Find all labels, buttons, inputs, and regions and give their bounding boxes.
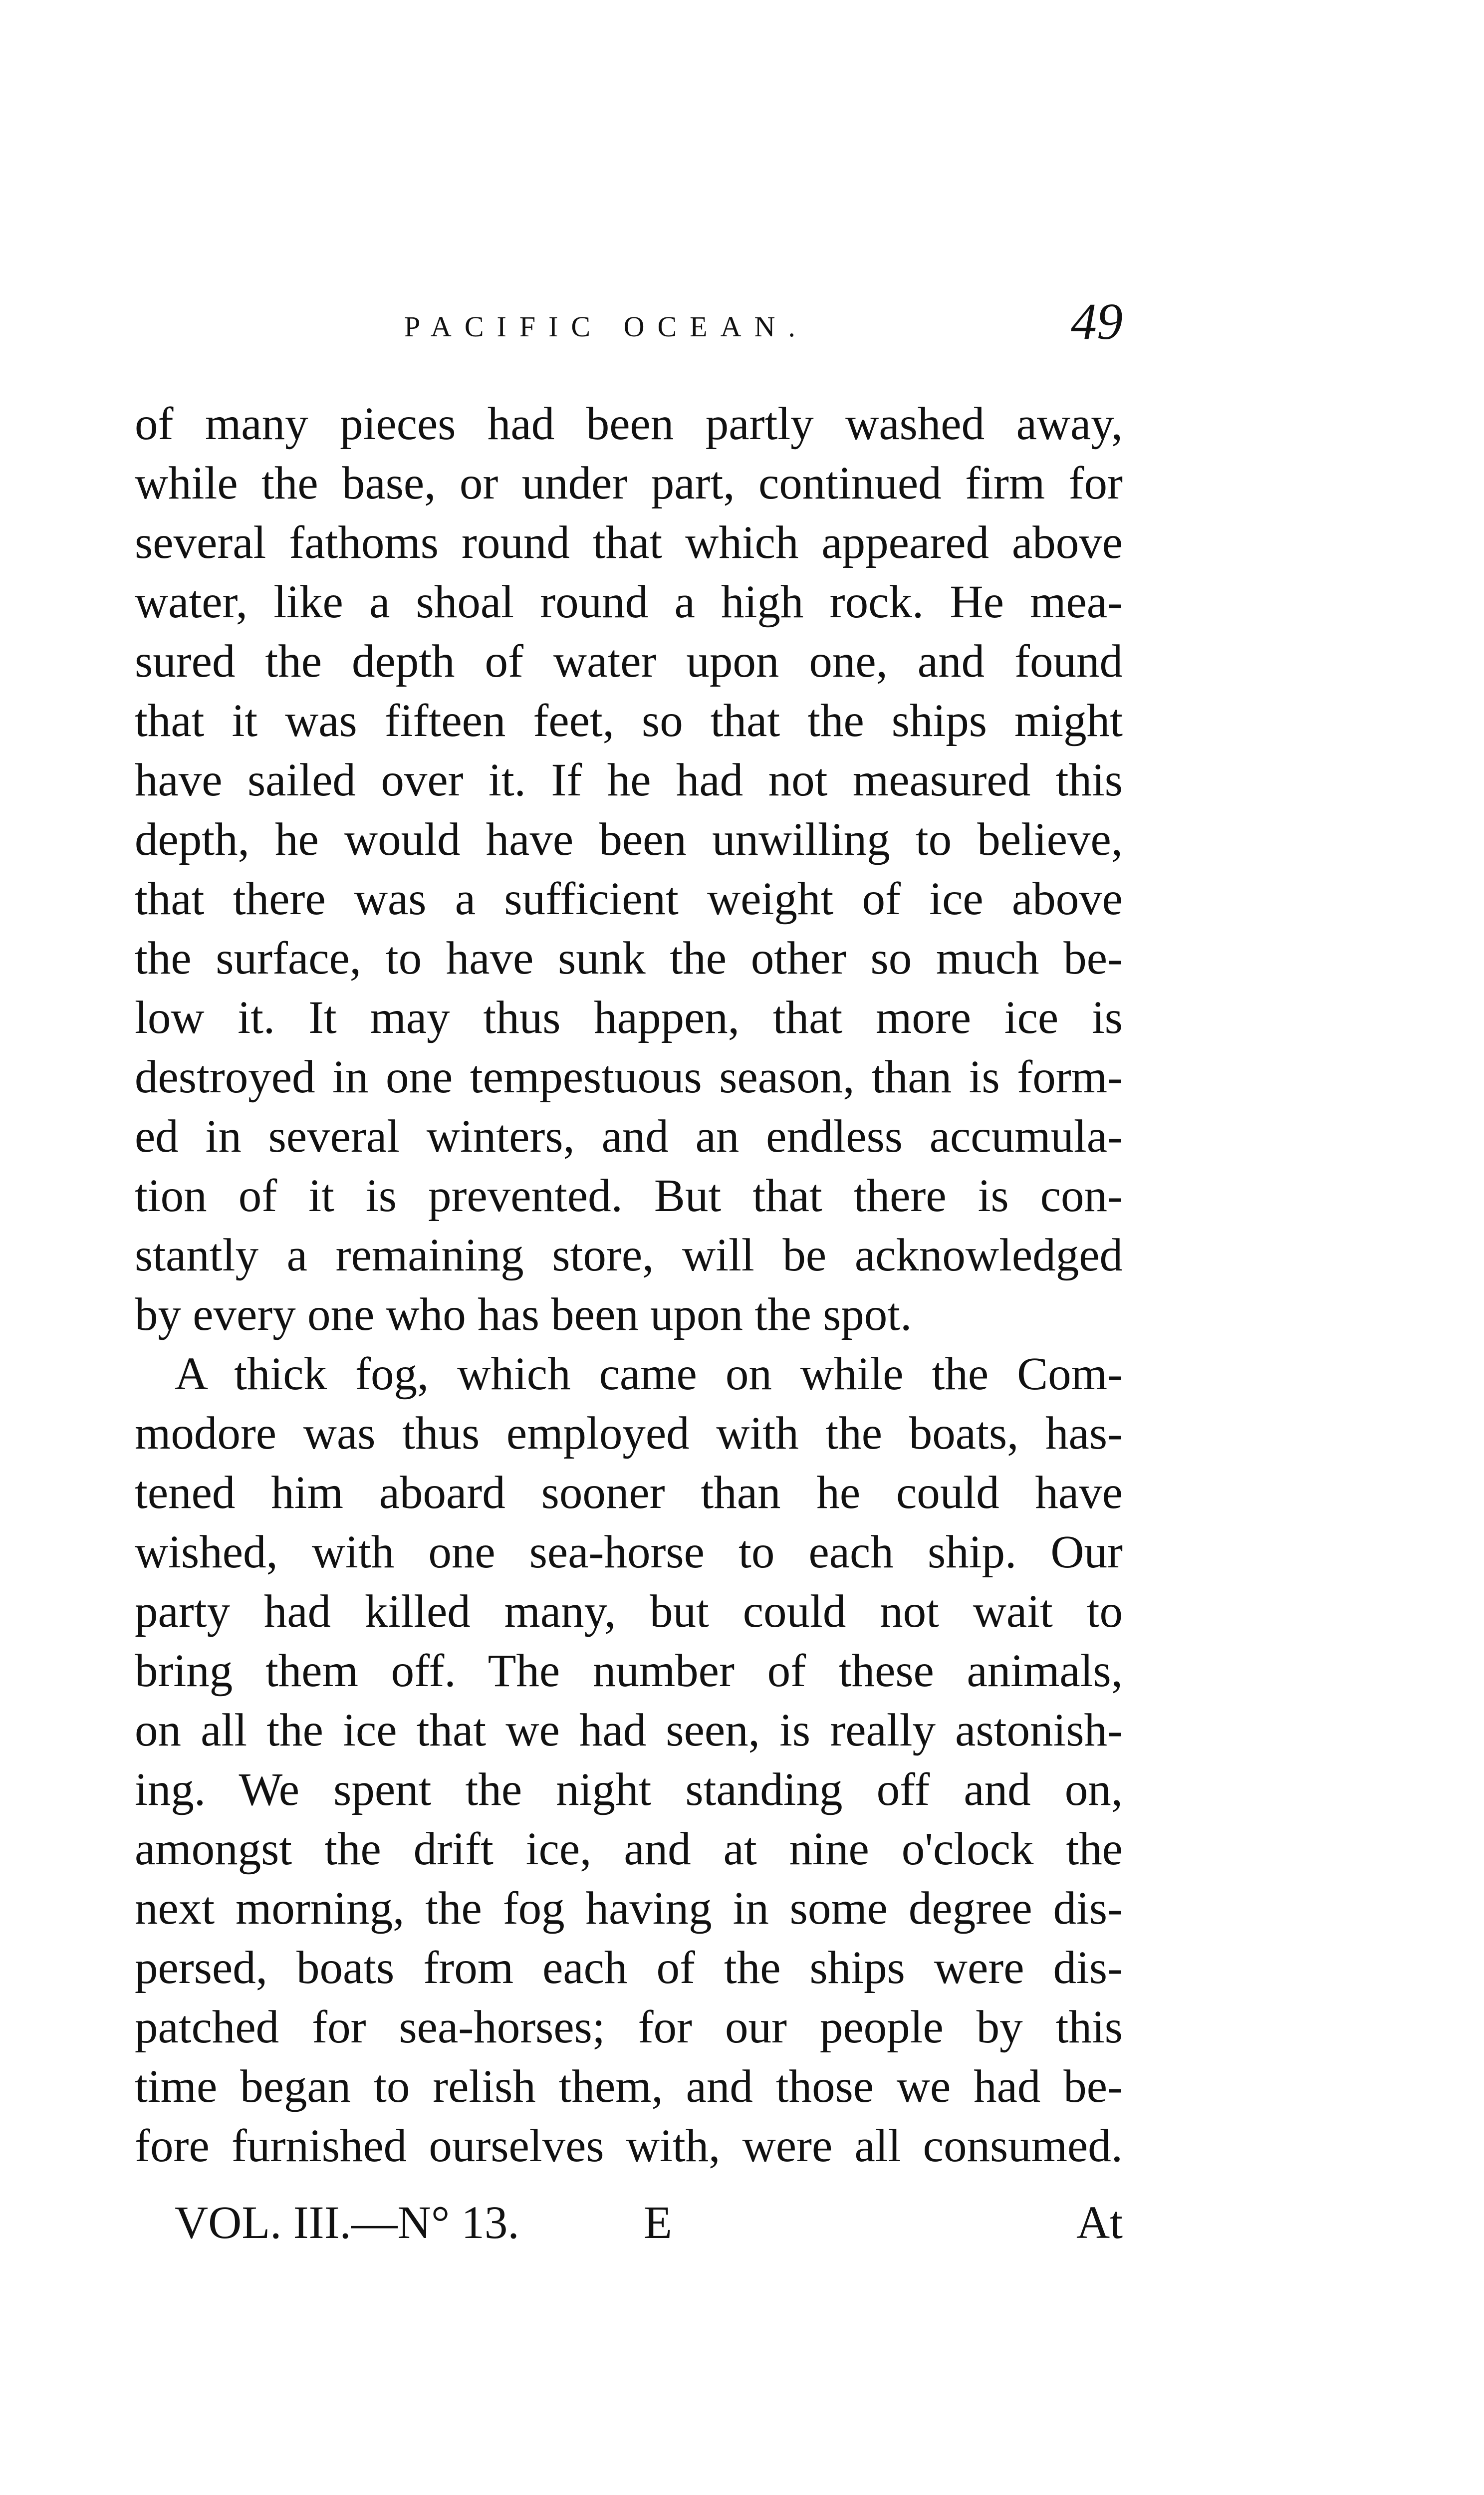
text-line: depth, he would have been unwilling to believe, — [135, 814, 1123, 865]
text-line: have sailed over it. If he had not measured this — [135, 754, 1123, 806]
signature-letter: E — [644, 2197, 672, 2248]
text-line: wished, with one sea-horse to each ship. Our — [135, 1526, 1123, 1578]
text-line: fore furnished ourselves with, were all consumed. — [135, 2120, 1123, 2172]
text-line: tened him aboard sooner than he could have — [135, 1467, 1123, 1518]
text-line: sured the depth of water upon one, and found — [135, 636, 1123, 687]
text-line: low it. It may thus happen, that more ice is — [135, 992, 1123, 1043]
text-line: the surface, to have sunk the other so much be- — [135, 933, 1123, 984]
text-line: on all the ice that we had seen, is really astonish- — [135, 1705, 1123, 1756]
text-line: A thick fog, which came on while the Com- — [175, 1348, 1123, 1400]
running-title: PACIFIC OCEAN. — [404, 310, 808, 343]
text-line: next morning, the fog having in some degree dis- — [135, 1883, 1123, 1934]
text-line: that there was a sufficient weight of ice above — [135, 873, 1123, 925]
body-text — [135, 394, 1123, 2176]
text-line: water, like a shoal round a high rock. He mea- — [135, 576, 1123, 628]
text-line: tion of it is prevented. But that there is con- — [135, 1170, 1123, 1222]
text-line: ing. We spent the night standing off and on, — [135, 1764, 1123, 1815]
text-line: while the base, or under part, continued firm for — [135, 458, 1123, 509]
text-line: party had killed many, but could not wait to — [135, 1586, 1123, 1637]
text-line: persed, boats from each of the ships were dis- — [135, 1942, 1123, 1994]
catchword: At — [1076, 2197, 1123, 2248]
text-line: bring them off. The number of these animals, — [135, 1645, 1123, 1697]
text-line: patched for sea-horses; for our people by this — [135, 2001, 1123, 2053]
text-line: several fathoms round that which appeared above — [135, 517, 1123, 568]
page-footer — [135, 2193, 1123, 2258]
volume-signature: VOL. III.—N° 13. — [175, 2197, 519, 2248]
text-line: modore was thus employed with the boats, has- — [135, 1408, 1123, 1459]
page-header — [135, 292, 1123, 357]
text-line: of many pieces had been partly washed away, — [135, 398, 1123, 450]
text-line: amongst the drift ice, and at nine o'clock the — [135, 1823, 1123, 1875]
page-number: 49 — [1071, 293, 1123, 350]
text-line: by every one who has been upon the spot. — [135, 1289, 912, 1340]
text-line: stantly a remaining store, will be acknowledged — [135, 1230, 1123, 1281]
text-line: destroyed in one tempestuous season, than is form- — [135, 1051, 1123, 1103]
text-line: time began to relish them, and those we had be- — [135, 2061, 1123, 2112]
text-line: that it was fifteen feet, so that the ships might — [135, 695, 1123, 747]
text-line: ed in several winters, and an endless accumula- — [135, 1111, 1123, 1162]
